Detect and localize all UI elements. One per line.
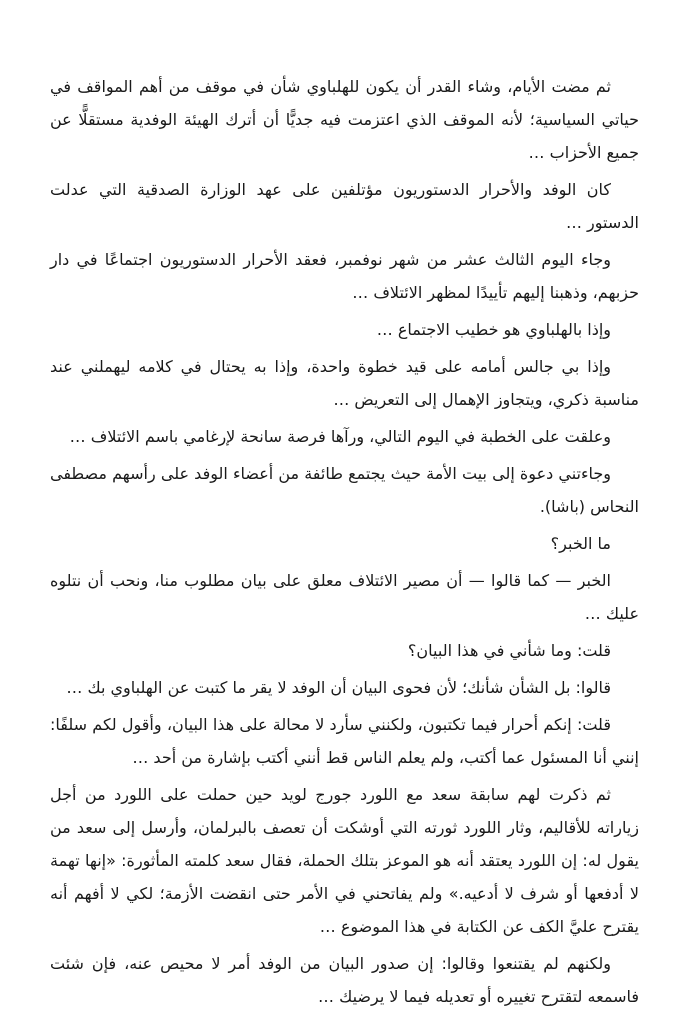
paragraph-12: قلت: إنكم أحرار فيما تكتبون، ولكنني سأرد لا محالة على هذا البيان، وأقول لكم سلفًا: إنني أنا المسئول عما أكتب، ولم يعلم الناس قط أنني أكتب بإشارة من أحد … <box>50 715 639 767</box>
paragraph-7: وجاءتني دعوة إلى بيت الأمة حيث يجتمع طائفة من أعضاء الوفد على رأسهم مصطفى النحاس (باشا). <box>50 464 639 516</box>
paragraph-5: وإذا بي جالس أمامه على قيد خطوة واحدة، وإذا به يحتال في كلامه ليهملني عند مناسبة ذكري، ويتجاوز الإهمال إلى التعريض … <box>50 357 639 409</box>
paragraph-13: ثم ذكرت لهم سابقة سعد مع اللورد جورج لويد حين حملت على اللورد من أجل زياراته للأقاليم، وثار اللورد ثورته التي أوشكت أن تعصف بالبرلمان، وأرسل إلى سعد من يقول له: إن اللورد يعتقد أنه هو الموعز بتلك الحملة، فقال سعد كلمته المأثورة: «إنها تهمة لا أدفعها أو شرف لا أدعيه.» ولم يفاتحني في الأمر حتى انقضت الأزمة؛ لكي لا أفهم أنه يقترح عليَّ الكف عن الكتابة في هذا الموضوع … <box>50 785 639 936</box>
paragraph-6: وعلقت على الخطبة في اليوم التالي، ورآها فرصة سانحة لإرغامي باسم الائتلاف … <box>69 427 611 446</box>
paragraph-9: الخبر — كما قالوا — أن مصير الائتلاف معلق على بيان مطلوب منا، ونحب أن نتلوه عليك … <box>50 571 639 623</box>
paragraph-11: قالوا: بل الشأن شأنك؛ لأن فحوى البيان أن الوفد لا يقر ما كتبت عن الهلباوي بك … <box>66 678 611 697</box>
article-body <box>50 70 639 1017</box>
paragraph-10: قلت: وما شأني في هذا البيان؟ <box>407 641 611 660</box>
paragraph-8: ما الخبر؟ <box>550 534 611 553</box>
paragraph-3: وجاء اليوم الثالث عشر من شهر نوفمبر، فعقد الأحرار الدستوريون اجتماعًا في دار حزبهم، وذهبنا إليهم تأييدًا لمظهر الائتلاف … <box>50 250 639 302</box>
paragraph-1: ثم مضت الأيام، وشاء القدر أن يكون للهلباوي شأن في موقف من أهم المواقف في حياتي السياسية؛ لأنه الموقف الذي اعتزمت فيه جديًّا أن أترك الهيئة الوفدية مستقلًّا عن جميع الأحزاب … <box>50 77 639 162</box>
paragraph-14: ولكنهم لم يقتنعوا وقالوا: إن صدور البيان من الوفد أمر لا محيص عنه، فإن شئت فاسمعه لتقترح تغييره أو تعديله فيما لا يرضيك … <box>50 954 639 1006</box>
paragraph-2: كان الوفد والأحرار الدستوريون مؤتلفين على عهد الوزارة الصدقية التي عدلت الدستور … <box>50 180 639 232</box>
paragraph-4: وإذا بالهلباوي هو خطيب الاجتماع … <box>376 320 611 339</box>
